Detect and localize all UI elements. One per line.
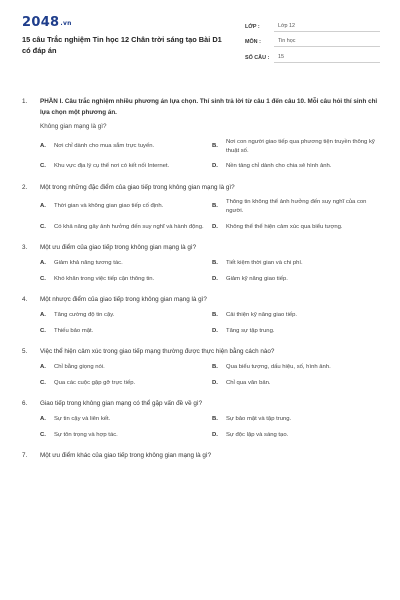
option-letter: C. [40, 379, 46, 386]
option-letter: C. [40, 275, 46, 282]
question-text: Không gian mạng là gì? [40, 123, 107, 130]
option-text: Sự tin cậy và liên kết. [54, 415, 111, 422]
option-text: Qua biểu tượng, dấu hiệu, số, hình ảnh. [226, 363, 331, 370]
question-number: 2. [22, 184, 28, 192]
options-grid [40, 414, 380, 439]
answer-option[interactable] [40, 378, 212, 387]
option-letter: D. [212, 379, 218, 386]
answer-option[interactable] [40, 258, 212, 267]
question-number: 1. [22, 98, 28, 105]
option-text: Thông tin không thể ảnh hưởng đến suy nghĩ của con người. [226, 199, 367, 214]
option-letter: D. [212, 431, 218, 438]
meta-value: Lớp 12 [274, 23, 380, 32]
option-text: Có khả năng gây ảnh hưởng đến suy nghĩ và hành động. [54, 223, 204, 230]
answer-option[interactable] [40, 198, 212, 215]
answer-option[interactable] [212, 310, 384, 319]
option-letter: D. [212, 163, 218, 170]
answer-option[interactable] [40, 362, 212, 371]
option-text: Sự độc lập và sáng tạo. [226, 431, 289, 438]
answer-option[interactable] [40, 274, 212, 283]
option-text: Tăng sự tập trung. [226, 327, 275, 334]
options-grid [40, 362, 380, 387]
worksheet-header [22, 16, 380, 74]
option-letter: D. [212, 275, 218, 282]
meta-row-count [245, 47, 380, 63]
option-text: Thời gian và không gian giao tiếp cố định. [54, 203, 164, 210]
option-letter: B. [212, 311, 218, 318]
option-letter: A. [40, 363, 46, 370]
question-item [22, 451, 380, 460]
option-text: Chỉ bằng giọng nói. [54, 363, 105, 370]
option-text: Nền tảng chỉ dành cho chia sẻ hình ảnh. [226, 163, 332, 170]
question-text: Một ưu điểm của giao tiếp trong không gian mạng là gì? [40, 244, 197, 252]
question-item [22, 399, 380, 408]
question-text: Một ưu điểm khác của giao tiếp trong không gian mạng là gì? [40, 452, 212, 460]
options-grid [40, 138, 380, 171]
option-letter: C. [40, 431, 46, 438]
options-grid [40, 198, 380, 231]
option-letter: B. [212, 143, 218, 150]
meta-value: Tin học [274, 38, 380, 47]
option-letter: B. [212, 259, 218, 266]
answer-option[interactable] [40, 430, 212, 439]
section-instructions [22, 97, 380, 118]
meta-row-subject [245, 32, 380, 48]
option-text: Sự tôn trọng và hợp tác. [54, 431, 118, 438]
answer-option[interactable] [212, 222, 384, 231]
question-text: Một trong những đặc điểm của giao tiếp trong không gian mạng là gì? [40, 184, 235, 192]
question-item [22, 295, 380, 304]
answer-option[interactable] [40, 222, 212, 231]
question-number: 5. [22, 348, 28, 356]
logo-main-text: 2048 [22, 15, 60, 30]
question-text: Việc thể hiện cảm xúc trong giao tiếp mạng thường được thực hiện bằng cách nào? [40, 348, 275, 356]
option-letter: D. [212, 223, 218, 230]
answer-option[interactable] [212, 162, 384, 171]
question-text: Giao tiếp trong không gian mạng có thể gặp vấn đề về gì? [40, 400, 203, 408]
option-text: Giảm khả năng tương tác. [54, 259, 123, 266]
option-letter: A. [40, 203, 46, 210]
option-text: Chỉ qua văn bản. [226, 379, 271, 386]
answer-option[interactable] [212, 362, 384, 371]
question-text: Một nhược điểm của giao tiếp trong không gian mạng là gì? [40, 296, 207, 304]
answer-option[interactable] [40, 414, 212, 423]
option-letter: D. [212, 327, 218, 334]
logo-suffix-text: .vn [60, 20, 72, 27]
option-letter: B. [212, 363, 218, 370]
answer-option[interactable] [212, 326, 384, 335]
option-text: Cải thiện kỹ năng giao tiếp. [226, 311, 298, 318]
answer-option[interactable] [212, 198, 384, 215]
option-text: Không thể thể hiện cảm xúc qua biểu tượng. [226, 223, 343, 230]
answer-option[interactable] [212, 138, 384, 155]
meta-label: SỐ CÂU : [245, 54, 270, 61]
option-text: Qua các cuộc gặp gỡ trực tiếp. [54, 379, 136, 386]
option-text: Giảm kỹ năng giao tiếp. [226, 275, 288, 282]
option-letter: A. [40, 143, 46, 150]
option-letter: A. [40, 415, 46, 422]
answer-option[interactable] [212, 258, 384, 267]
document-title: 15 câu Trắc nghiệm Tin học 12 Chân trời sáng tạo Bài D1 có đáp án [22, 35, 222, 55]
meta-info [245, 16, 380, 63]
option-letter: A. [40, 311, 46, 318]
option-letter: A. [40, 259, 46, 266]
answer-option[interactable] [212, 430, 384, 439]
answer-option[interactable] [40, 326, 212, 335]
options-grid [40, 310, 380, 335]
question-item [22, 243, 380, 252]
question-number: 4. [22, 296, 28, 304]
question-list [22, 183, 380, 460]
question-item [22, 183, 380, 192]
meta-value: 15 [274, 54, 380, 63]
option-text: Nơi con người giao tiếp qua phương tiện truyền thông kỹ thuật số. [226, 139, 375, 154]
option-letter: C. [40, 163, 46, 170]
question-number: 3. [22, 244, 28, 252]
option-text: Tiết kiệm thời gian và chi phí. [226, 259, 303, 266]
meta-label: MÔN : [245, 39, 261, 45]
question-number: 6. [22, 400, 28, 408]
meta-row-class [245, 16, 380, 32]
option-text: Khó khăn trong việc tiếp cận thông tin. [54, 275, 155, 282]
option-text: Nơi chỉ dành cho mua sắm trực tuyến. [54, 143, 155, 150]
brand-block [22, 16, 232, 56]
answer-option[interactable] [212, 414, 384, 423]
option-text: Sự bảo mật và tập trung. [226, 415, 292, 422]
option-letter: C. [40, 223, 46, 230]
answer-option[interactable] [40, 138, 212, 155]
section-text: PHẦN I. Câu trắc nghiệm nhiều phương án lựa chọn. Thí sinh trả lời từ câu 1 đến câu 10. Mỗi câu hỏi thí sinh chỉ lựa chọn một phương án. [40, 98, 378, 116]
option-letter: B. [212, 415, 218, 422]
option-letter: C. [40, 327, 46, 334]
options-grid [40, 258, 380, 283]
answer-option[interactable] [212, 378, 384, 387]
question-number: 7. [22, 452, 28, 460]
site-logo[interactable] [22, 16, 232, 31]
meta-label: LỚP : [245, 23, 260, 30]
option-text: Tăng cường độ tin cậy. [54, 311, 115, 318]
answer-option[interactable] [40, 162, 212, 171]
option-letter: B. [212, 203, 218, 210]
question-item [22, 347, 380, 356]
option-text: Khu vực địa lý cụ thể nơi có kết nối Internet. [54, 163, 170, 170]
option-text: Thiếu bảo mật. [54, 327, 94, 334]
answer-option[interactable] [40, 310, 212, 319]
answer-option[interactable] [212, 274, 384, 283]
